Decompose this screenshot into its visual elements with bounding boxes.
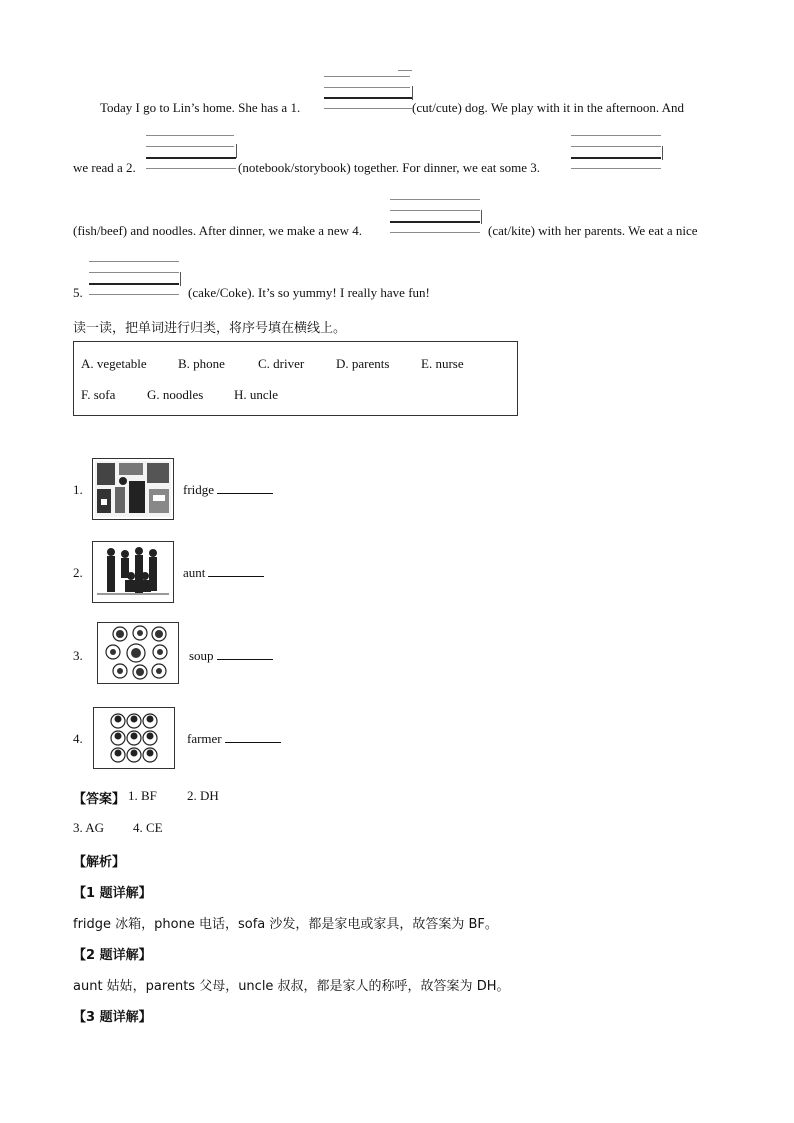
passage-line-3a: (fish/beef) and noodles. After dinner, we make a new 4. — [73, 223, 362, 238]
q2-text: aunt 姑姑，parents 父母，uncle 叔叔，都是家人的称呼，故答案为 DH。 — [73, 979, 510, 994]
blank-3[interactable] — [571, 132, 665, 172]
blank-2[interactable] — [146, 132, 238, 172]
passage-line-3b: (cat/kite) with her parents. We eat a nice — [488, 223, 698, 238]
item-2-word: aunt — [183, 565, 206, 580]
option-f: F. sofa — [81, 387, 116, 402]
item-1 — [183, 482, 273, 498]
blank-5[interactable] — [89, 258, 183, 298]
option-g: G. noodles — [147, 387, 204, 402]
q3-title: 【3 题详解】 — [73, 1010, 152, 1025]
answer-4: 4. CE — [133, 820, 163, 835]
option-a: A. vegetable — [81, 356, 147, 371]
blank-1[interactable] — [324, 68, 416, 112]
option-e: E. nurse — [421, 356, 464, 371]
passage-line-1a: Today I go to Lin’s home. She has a 1. — [100, 100, 301, 115]
option-b: B. phone — [178, 356, 225, 371]
q1-text: fridge 冰箱，phone 电话，sofa 沙发，都是家电或家具，故答案为 BF。 — [73, 917, 498, 932]
item-3-number: 3. — [73, 648, 83, 663]
item-4-number: 4. — [73, 731, 83, 746]
analysis-label: 【解析】 — [73, 855, 126, 870]
option-h: H. uncle — [234, 387, 279, 402]
item-3-word: soup — [189, 648, 214, 663]
passage-line-4b: (cake/Coke). It’s so yummy! I really have fun! — [188, 285, 430, 300]
answer-2: 2. DH — [187, 788, 219, 803]
passage-line-2a: we read a 2. — [73, 160, 136, 175]
item-2-number: 2. — [73, 565, 83, 580]
item-1-number: 1. — [73, 482, 83, 497]
answer-3: 3. AG — [73, 820, 105, 835]
item-4 — [187, 731, 281, 747]
answer-1: 1. BF — [128, 788, 157, 803]
instruction: 读一读，把单词进行归类，将序号填在横线上。 — [73, 321, 347, 336]
food-picture — [97, 622, 179, 684]
item-1-answer-line[interactable] — [217, 482, 273, 494]
jobs-picture — [93, 707, 175, 769]
q2-title: 【2 题详解】 — [73, 948, 152, 963]
option-c: C. driver — [258, 356, 305, 371]
item-2-answer-line[interactable] — [208, 565, 264, 577]
item-4-word: farmer — [187, 731, 222, 746]
item-2 — [183, 565, 264, 581]
option-d: D. parents — [336, 356, 390, 371]
blank-4[interactable] — [390, 196, 484, 236]
item-4-answer-line[interactable] — [225, 731, 281, 743]
answer-label: 【答案】 — [73, 792, 126, 807]
family-picture — [92, 541, 174, 603]
passage-line-2b: (notebook/storybook) together. For dinner, we eat some 3. — [238, 160, 541, 175]
item-3 — [189, 648, 273, 664]
passage-line-1b: (cut/cute) dog. We play with it in the afternoon. And — [412, 100, 685, 115]
item-3-answer-line[interactable] — [217, 648, 273, 660]
passage-line-4a: 5. — [73, 285, 83, 300]
kitchen-picture — [92, 458, 174, 520]
q1-title: 【1 题详解】 — [73, 886, 152, 901]
options-box — [73, 341, 518, 416]
item-1-word: fridge — [183, 482, 215, 497]
